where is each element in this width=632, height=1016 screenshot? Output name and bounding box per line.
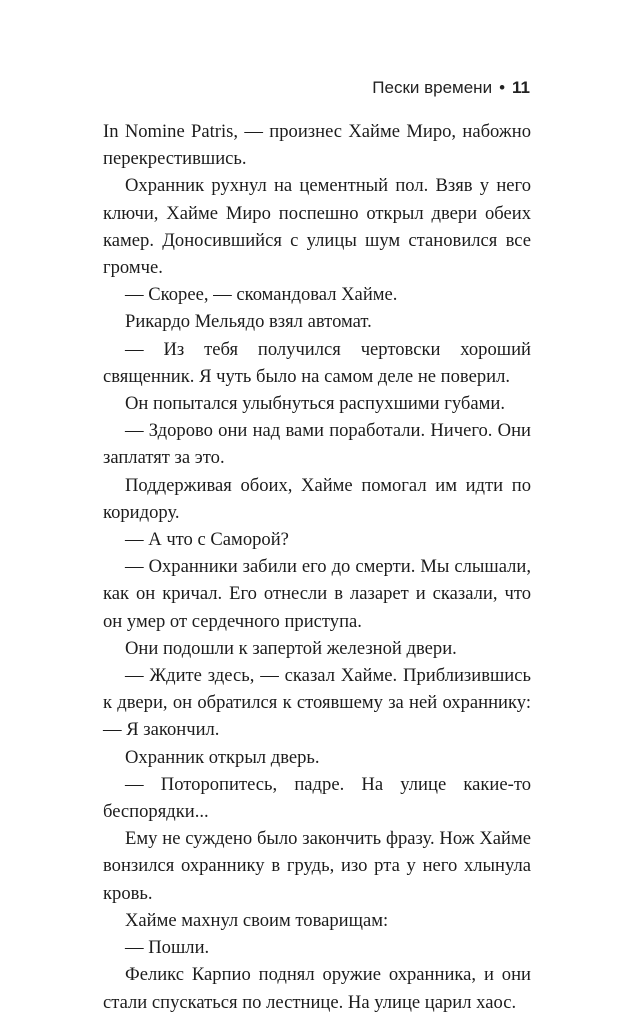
header-bullet: • — [499, 78, 506, 97]
paragraph: Они подошли к запертой железной двери. — [125, 637, 457, 659]
paragraph: Охранник открыл дверь. — [125, 746, 320, 768]
page-number: 11 — [512, 78, 530, 97]
paragraph: — Скорее, — скомандовал Хайме. — [125, 284, 398, 306]
book-title: Пески времени — [372, 78, 493, 97]
paragraph: — Ждите здесь, — сказал Хайме. Приблизившись к двери, он обратился к стоявшему за ней охраннику: — Я закончил. — [103, 665, 531, 741]
paragraph: Поддерживая обоих, Хайме помогал им идти по коридору. — [103, 474, 531, 523]
paragraph: — Пошли. — [125, 937, 210, 959]
paragraph: Рикардо Мельядо взял автомат. — [125, 311, 372, 333]
paragraph: — А что с Саморой? — [125, 529, 289, 551]
paragraph: Хайме махнул своим товарищам: — [125, 909, 389, 931]
running-header — [372, 78, 530, 98]
paragraph: — Здорово они над вами поработали. Ничего. Они заплатят за это. — [103, 420, 531, 469]
paragraph: Он попытался улыбнуться распухшими губами. — [125, 393, 505, 415]
paragraph: Феликс Карпио поднял оружие охранника, и они стали спускаться по лестнице. На улице царил хаос. — [103, 964, 531, 1013]
paragraph: — Охранники забили его до смерти. Мы слышали, как он кричал. Его отнесли в лазарет и сказали, что он умер от сердечного приступа. — [103, 556, 531, 632]
paragraph: Ему не суждено было закончить фразу. Нож Хайме вонзился охраннику в грудь, изо рта у него хлынула кровь. — [103, 828, 531, 904]
body-text — [103, 118, 531, 1016]
paragraph: — Из тебя получился чертовски хороший священник. Я чуть было на самом деле не поверил. — [103, 338, 531, 387]
paragraph: Охранник рухнул на цементный пол. Взяв у него ключи, Хайме Миро поспешно открыл двери обеих камер. Доносившийся с улицы шум становился все громче. — [103, 175, 531, 279]
paragraph: In Nomine Patris, — произнес Хайме Миро, набожно перекрестившись. — [103, 121, 531, 170]
paragraph: — Поторопитесь, падре. На улице какие-то беспорядки... — [103, 773, 531, 823]
